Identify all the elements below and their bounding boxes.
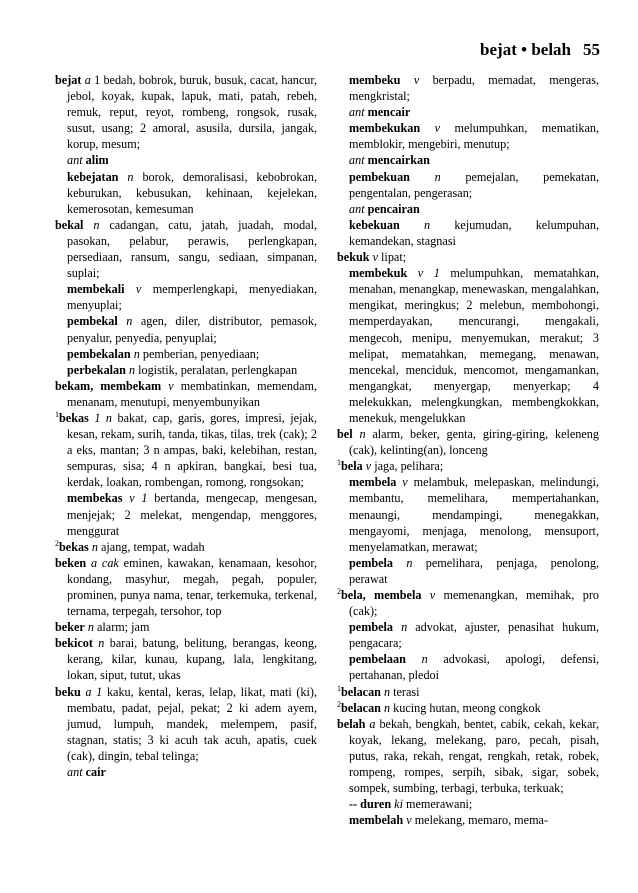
antonym-line	[55, 152, 317, 168]
definition: jaga, pelihara;	[374, 459, 444, 474]
dictionary-entry	[55, 619, 317, 635]
antonym-line	[337, 201, 599, 217]
definition: melumpuhkan, mematahkan, menahan, menangkap, menewaskan, mengalahkan, mengikat, meringkus; 2 melebun, membohongi, memperdayakan, mencurangi, mengakali, mengecoh, menipu, menyemukan, merakut; 3 melipat, mematahkan, memegang, menawan, mencekal, menciduk, mencomot, mengamankan, mengangkat, menyergap, menyerkap; 4 melekukkan, melengkungkan, membengkokkan, menekuk, mengelukkan	[349, 266, 600, 425]
headword: beken	[55, 555, 87, 570]
headword: bekicot	[55, 636, 93, 651]
part-of-speech: n	[133, 346, 140, 361]
dictionary-entry	[337, 700, 599, 716]
headword: bekuk	[337, 250, 370, 265]
antonym-word: cair	[85, 765, 106, 780]
headword: beker	[55, 620, 85, 635]
part-of-speech: a	[369, 716, 376, 731]
sub-entry	[337, 169, 599, 201]
definition: cadangan, catu, jatah, juadah, modal, pasokan, pelabur, perawis, perlengkapan, persediaan, ransum, sangu, sediaan, simpanan, suplai;	[67, 217, 318, 281]
right-column	[337, 72, 599, 828]
homonym-number: 2	[337, 586, 341, 596]
homonym-number: 1	[337, 458, 341, 468]
headword: pembekal	[67, 314, 118, 329]
headword: belacan	[341, 684, 381, 699]
part-of-speech: a 1	[85, 684, 103, 699]
antonym-label: ant	[349, 153, 365, 168]
definition: advokat, ajuster, penasihat hukum, pengacara;	[349, 620, 600, 651]
part-of-speech: v	[135, 282, 142, 297]
sub-entry	[337, 651, 599, 683]
headword: membelah	[349, 813, 404, 828]
dictionary-entry	[337, 458, 599, 474]
sub-entry	[55, 490, 317, 538]
sub-entry	[55, 313, 317, 345]
page-header	[480, 40, 600, 60]
definition: alarm, beker, genta, giring-giring, keleneng (cak), kelinting(an), lonceng	[349, 427, 599, 458]
sub-entry	[337, 120, 599, 152]
part-of-speech: n	[127, 169, 134, 184]
antonym-label: ant	[67, 153, 83, 168]
sub-entry	[55, 169, 317, 217]
headword: kebejatan	[67, 169, 119, 184]
dictionary-entry	[55, 539, 317, 555]
headword: bekal	[55, 217, 84, 232]
page-number: 55	[583, 40, 600, 59]
part-of-speech: ki	[394, 797, 403, 812]
part-of-speech: v	[402, 475, 408, 490]
definition: kejumudan, kelumpuhan, kemandekan, stagnasi	[349, 217, 600, 248]
headword: membeku	[349, 73, 401, 87]
part-of-speech: n	[421, 652, 428, 667]
definition: kucing hutan, meong congkok	[393, 700, 541, 715]
part-of-speech: n	[126, 314, 133, 329]
definition: terasi	[393, 684, 420, 699]
part-of-speech: v 1	[129, 491, 148, 506]
part-of-speech: v	[429, 588, 436, 602]
headword: membekuk	[349, 266, 408, 281]
definition: lipat;	[381, 250, 407, 265]
homonym-number: 1	[55, 409, 59, 419]
antonym-label: ant	[349, 105, 365, 120]
headword: kebekuan	[349, 217, 400, 232]
antonym-line	[55, 764, 317, 780]
definition: borok, demoralisasi, kebobrokan, keburukan, kebusukan, kehinaan, kejelekan, kemerosotan, kemesuman	[67, 169, 318, 216]
dictionary-entry	[55, 217, 317, 281]
dictionary-entry	[337, 684, 599, 700]
headword: pembekalan	[67, 346, 131, 361]
dictionary-entry	[55, 410, 317, 490]
homonym-number: 2	[337, 699, 341, 709]
guide-words: bejat • belah	[480, 40, 571, 59]
headword: bekam, membekam	[55, 378, 162, 393]
headword: pembela	[349, 620, 394, 635]
antonym-label: ant	[67, 765, 83, 780]
definition: 1 bedah, bobrok, buruk, busuk, cacat, hancur, jebol, koyak, kupak, lapuk, mati, patah, rebeh, remuk, reput, reyot, rombeng, rongsok, rusak, susut, usang; 2 amoral, asusila, dursila, jangak, korup, mesum;	[67, 73, 317, 152]
part-of-speech: v	[406, 813, 412, 828]
definition: eminen, kawakan, kenamaan, kesohor, kondang, masyhur, megah, pegah, populer, prominen, punya nama, tenar, terkemuka, terkenal, ternama, terpegah, tersohor, top	[67, 555, 317, 619]
dictionary-entry	[55, 684, 317, 764]
part-of-speech: n	[406, 555, 413, 570]
sub-entry	[337, 555, 599, 587]
definition: pemelihara, penjaga, penolong, perawat	[349, 555, 600, 586]
columns	[55, 72, 600, 828]
definition: melekang, memaro, mema-	[414, 813, 549, 828]
part-of-speech: n	[384, 700, 391, 715]
part-of-speech: 1 n	[94, 410, 113, 425]
definition: pemberian, penyediaan;	[142, 346, 260, 361]
part-of-speech: v	[365, 459, 372, 474]
part-of-speech: v	[434, 121, 441, 136]
dictionary-entry	[55, 635, 317, 683]
antonym-word: alim	[85, 153, 109, 168]
headword: bela	[341, 459, 363, 474]
headword: beku	[55, 684, 81, 699]
dictionary-entry	[55, 555, 317, 619]
definition: pemejalan, pemekatan, pengentalan, pengerasan;	[349, 169, 599, 200]
sub-entry	[337, 796, 599, 812]
left-column	[55, 72, 317, 828]
antonym-word: pencairan	[367, 201, 420, 216]
headword: membekali	[67, 282, 125, 297]
sub-entry	[337, 619, 599, 651]
definition: melumpuhkan, mematikan, memblokir, mengebiri, menutup;	[349, 121, 599, 152]
dictionary-entry	[337, 587, 599, 619]
headword: bekas	[59, 539, 89, 554]
sub-entry	[55, 346, 317, 362]
headword: belah	[337, 716, 366, 731]
definition: alarm; jam	[96, 620, 150, 635]
headword: membekas	[67, 491, 123, 506]
part-of-speech: a	[84, 73, 91, 87]
antonym-line	[337, 104, 599, 120]
sub-entry	[337, 265, 599, 426]
part-of-speech: n	[424, 217, 431, 232]
dictionary-entry	[337, 426, 599, 458]
headword: -- duren	[349, 797, 392, 812]
definition: bakat, cap, garis, gores, impresi, jejak, kesan, rekam, surih, tanda, tikas, tilas, trek (cak); 2 a eks, mantan; 3 n ampas, baki, kelebihan, restan, sempuras, sisa; 4 n apkiran, bangkai, besi tua, kerdak, loakan, rombengan, romong, rongsokan;	[67, 410, 318, 490]
headword: belacan	[341, 700, 381, 715]
part-of-speech: n	[434, 169, 441, 184]
sub-entry	[337, 72, 599, 104]
part-of-speech: n	[93, 217, 100, 232]
antonym-label: ant	[349, 201, 365, 216]
definition: advokasi, apologi, defensi, pertahanan, pledoi	[349, 652, 600, 683]
antonym-word: mencairkan	[367, 153, 430, 168]
headword: perbekalan	[67, 362, 126, 377]
definition: memerawani;	[406, 797, 473, 812]
definition: agen, diler, distributor, pemasok, penyalur, penyedia, penyuplai;	[67, 314, 318, 345]
antonym-line	[337, 152, 599, 168]
part-of-speech: n	[384, 684, 391, 699]
part-of-speech: n	[401, 620, 408, 635]
homonym-number: 1	[337, 683, 341, 693]
part-of-speech: n	[91, 539, 98, 554]
headword: membekukan	[349, 121, 421, 136]
headword: pembela	[349, 555, 394, 570]
headword: bela, membela	[341, 588, 422, 602]
definition: bekah, bengkah, bentet, cabik, cekah, kekar, koyak, lekang, melekang, paro, pecah, pisah, putus, raka, rekah, rengat, rengkah, retak, robek, rompeng, rompes, serpih, sibak, sigar, sobek, sompek, sumbing, terbagi, terbuka, terkuak;	[349, 716, 600, 796]
definition: melambuk, melepaskan, melindungi, membantu, memelihara, mempertahankan, menaungi, mendampingi, menegakkan, mengayomi, menjaga, menolong, mensuport, menyelamatkan, merawat;	[349, 475, 599, 554]
part-of-speech: n	[128, 362, 136, 377]
headword: membela	[349, 475, 397, 490]
headword: bel	[337, 427, 353, 442]
part-of-speech: a cak	[90, 555, 119, 570]
dictionary-entry	[337, 716, 599, 796]
part-of-speech: v 1	[417, 266, 440, 281]
part-of-speech: n	[359, 427, 366, 442]
part-of-speech: v	[413, 73, 420, 87]
definition: bertanda, mengecap, mengesan, menjejak; 2 melekat, mengendap, menggores, menggurat	[67, 491, 317, 538]
definition: barai, batung, belitung, berangas, keong, kerang, kilar, kunau, kupang, lala, lengkitang, lokan, siput, tutut, ukas	[67, 636, 318, 683]
headword: pembekuan	[349, 169, 410, 184]
headword: bejat	[55, 73, 82, 87]
definition: berpadu, memadat, mengeras, mengkristal;	[349, 73, 600, 104]
definition: membatinkan, memendam, menanam, menutupi, menyembunyikan	[67, 378, 318, 409]
sub-entry	[55, 362, 317, 378]
part-of-speech: n	[98, 636, 105, 651]
part-of-speech: v	[372, 250, 378, 265]
sub-entry	[55, 281, 317, 313]
part-of-speech: v	[168, 378, 174, 393]
definition: memperlengkapi, menyediakan, menyuplai;	[67, 282, 318, 313]
dictionary-entry	[337, 249, 599, 265]
definition: logistik, peralatan, perlengkapan	[138, 362, 298, 377]
headword: bekas	[59, 410, 89, 425]
sub-entry	[337, 812, 599, 828]
part-of-speech: n	[87, 620, 94, 635]
homonym-number: 2	[55, 538, 59, 548]
headword: pembelaan	[349, 652, 406, 667]
antonym-word: mencair	[367, 105, 411, 120]
dictionary-entry	[55, 72, 317, 152]
dictionary-entry	[55, 378, 317, 410]
sub-entry	[337, 474, 599, 554]
definition: kaku, kental, keras, lelap, likat, mati (ki), membatu, padat, pejal, pekat; 2 ki adem ayem, jumud, lumpuh, mandek, melempem, pasif, stagnan, statis; 3 ki acuh tak acuh, apatis, cuek (cak), dingin, tebal telinga;	[67, 684, 318, 763]
definition: ajang, tempat, wadah	[101, 539, 205, 554]
definition: memenangkan, memihak, pro (cak);	[349, 588, 599, 619]
sub-entry	[337, 217, 599, 249]
